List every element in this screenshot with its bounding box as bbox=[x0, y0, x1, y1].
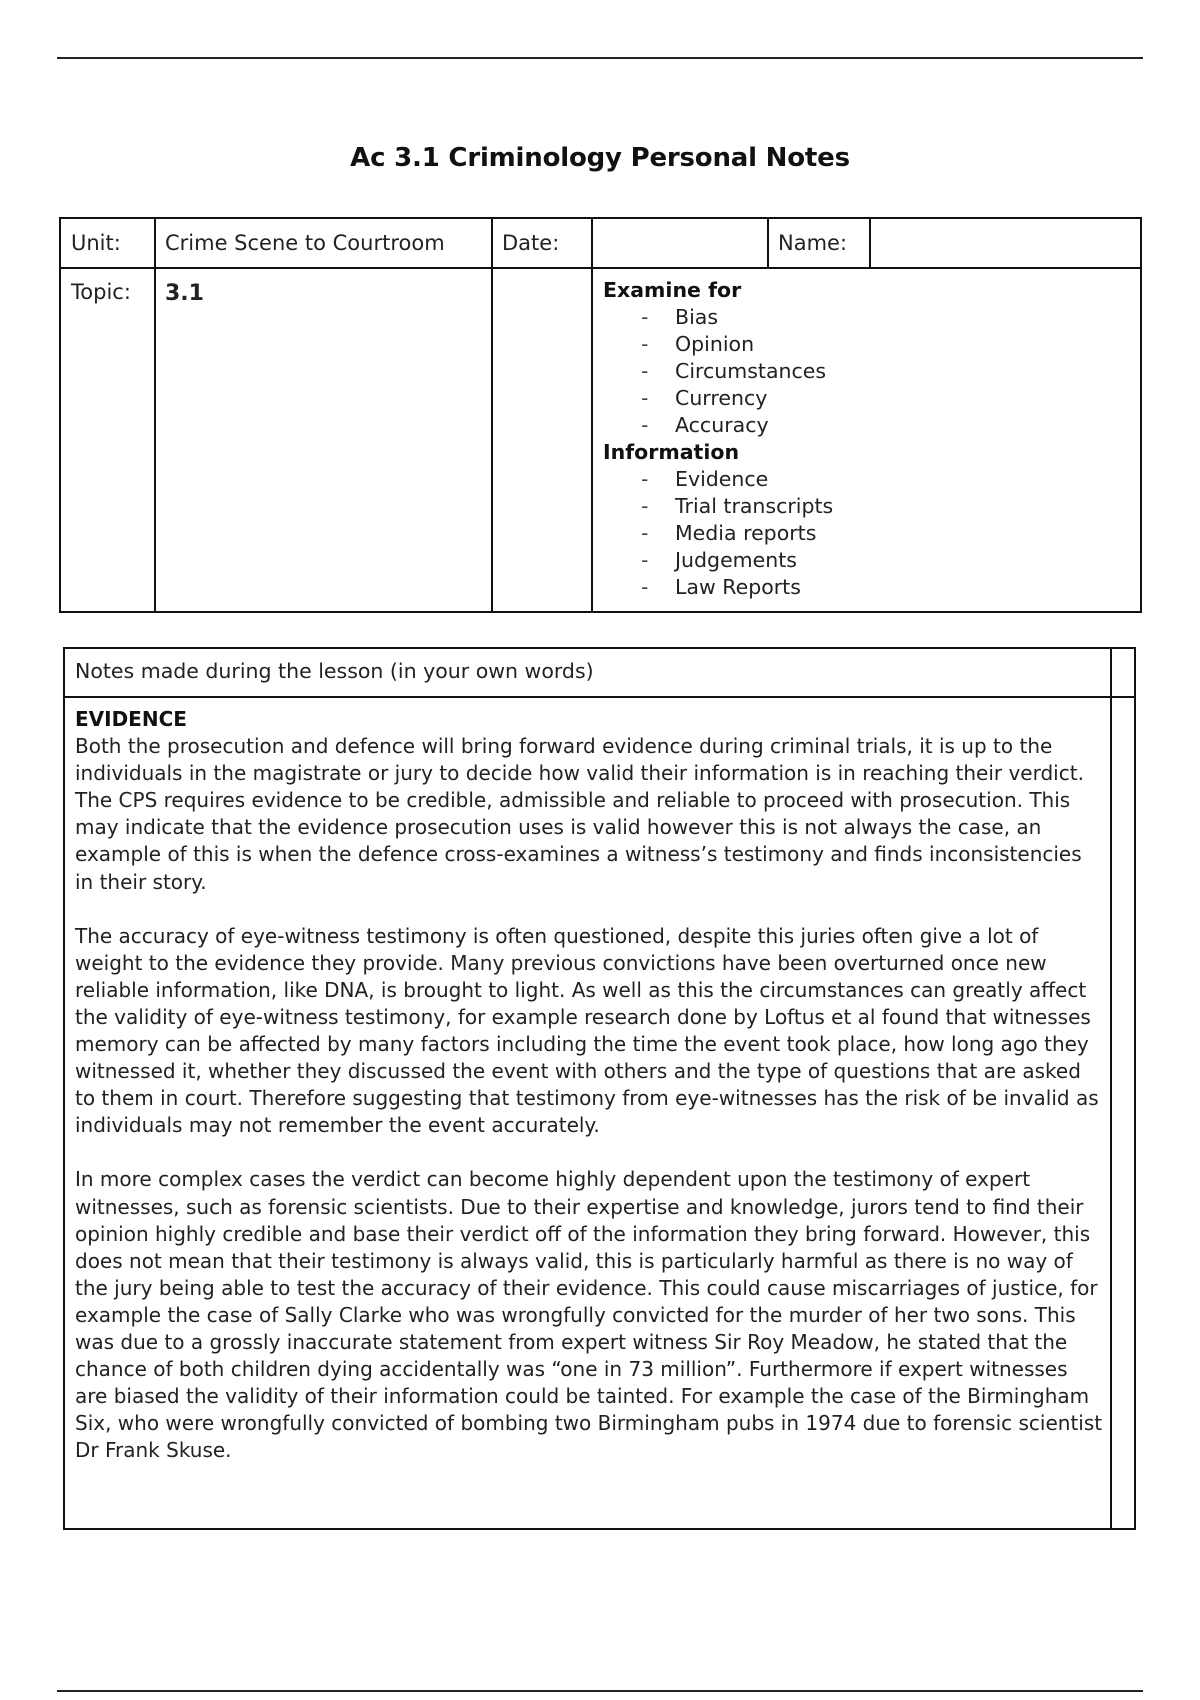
list-item-text: Circumstances bbox=[675, 359, 827, 383]
info-divider bbox=[491, 219, 493, 611]
bullet-dash: - bbox=[641, 521, 649, 545]
info-divider bbox=[869, 219, 871, 267]
list-item bbox=[603, 520, 833, 547]
unit-label: Unit: bbox=[71, 231, 121, 255]
notes-table bbox=[63, 647, 1136, 1530]
notes-row-divider bbox=[65, 696, 1134, 698]
info-divider bbox=[154, 219, 156, 611]
notes-header: Notes made during the lesson (in your own words) bbox=[75, 659, 594, 683]
list-item-text: Trial transcripts bbox=[675, 494, 834, 518]
bullet-dash: - bbox=[641, 386, 649, 410]
bottom-rule bbox=[57, 1690, 1143, 1692]
list-item-text: Currency bbox=[675, 386, 768, 410]
notes-paragraph: Both the prosecution and defence will bring forward evidence during criminal trials, it is up to the individuals in the magistrate or jury to decide how valid their information is in reaching their verdict. The CPS requires evidence to be credible, admissible and reliable to proceed with prosecution. This may indicate that the evidence prosecution uses is valid however this is not always the case, an example of this is when the defence cross-examines a witness’s testimony and finds inconsistencies in their story. bbox=[75, 734, 1084, 894]
notes-body bbox=[75, 706, 1105, 1491]
topic-label: Topic: bbox=[71, 280, 131, 304]
notes-divider bbox=[1110, 649, 1112, 1528]
name-label: Name: bbox=[778, 231, 848, 255]
information-heading: Information bbox=[603, 440, 740, 464]
info-row-divider bbox=[61, 267, 1140, 269]
list-item bbox=[603, 574, 833, 601]
list-item bbox=[603, 358, 833, 385]
bullet-dash: - bbox=[641, 575, 649, 599]
info-divider bbox=[767, 219, 769, 267]
date-label: Date: bbox=[502, 231, 560, 255]
bullet-dash: - bbox=[641, 467, 649, 491]
list-item-text: Judgements bbox=[675, 548, 797, 572]
top-rule bbox=[57, 57, 1143, 59]
page-title: Ac 3.1 Criminology Personal Notes bbox=[350, 143, 850, 173]
info-divider bbox=[591, 219, 593, 611]
information-items bbox=[603, 466, 833, 601]
bullet-dash: - bbox=[641, 305, 649, 329]
notes-paragraph: The accuracy of eye-witness testimony is often questioned, despite this juries often give a lot of weight to the evidence they provide. Many previous convictions have been overturned once new reliable information, like DNA, is brought to light. As well as this the circumstances can greatly affect the validity of eye-witness testimony, for example research done by Loftus et al found that witnesses memory can be affected by many factors including the time the event took place, how long ago they witnessed it, whether they discussed the event with others and the type of questions that are asked to them in court. Therefore suggesting that testimony from eye-witnesses has the risk of be invalid as individuals may not remember the event accurately. bbox=[75, 923, 1099, 1138]
list-item bbox=[603, 493, 833, 520]
examine-list bbox=[603, 277, 833, 601]
info-table bbox=[59, 217, 1142, 613]
examine-heading: Examine for bbox=[603, 278, 742, 302]
list-item bbox=[603, 331, 833, 358]
bullet-dash: - bbox=[641, 548, 649, 572]
list-item-text: Accuracy bbox=[675, 413, 769, 437]
topic-value: 3.1 bbox=[165, 281, 204, 306]
notes-heading: EVIDENCE bbox=[75, 707, 187, 731]
list-item bbox=[603, 304, 833, 331]
list-item-text: Media reports bbox=[675, 521, 817, 545]
list-item bbox=[603, 466, 833, 493]
bullet-dash: - bbox=[641, 332, 649, 356]
list-item bbox=[603, 547, 833, 574]
list-item-text: Law Reports bbox=[675, 575, 801, 599]
bullet-dash: - bbox=[641, 494, 649, 518]
list-item-text: Bias bbox=[675, 305, 719, 329]
list-item bbox=[603, 385, 833, 412]
list-item-text: Evidence bbox=[675, 467, 769, 491]
notes-paragraph: In more complex cases the verdict can become highly dependent upon the testimony of expert witnesses, such as forensic scientists. Due to their expertise and knowledge, jurors tend to find their opinion highly credible and base their verdict off of the information they bring forward. However, this does not mean that their testimony is always valid, this is particularly harmful as there is no way of the jury being able to test the accuracy of their evidence. This could cause miscarriages of justice, for example the case of Sally Clarke who was wrongfully convicted for the murder of her two sons. This was due to a grossly inaccurate statement from expert witness Sir Roy Meadow, he stated that the chance of both children dying accidentally was “one in 73 million”. Furthermore if expert witnesses are biased the validity of their information could be tainted. For example the case of the Birmingham Six, who were wrongfully convicted of bombing two Birmingham pubs in 1974 due to forensic scientist Dr Frank Skuse. bbox=[75, 1167, 1103, 1463]
list-item-text: Opinion bbox=[675, 332, 755, 356]
examine-items bbox=[603, 304, 833, 439]
list-item bbox=[603, 412, 833, 439]
bullet-dash: - bbox=[641, 413, 649, 437]
unit-value: Crime Scene to Courtroom bbox=[165, 231, 445, 255]
bullet-dash: - bbox=[641, 359, 649, 383]
